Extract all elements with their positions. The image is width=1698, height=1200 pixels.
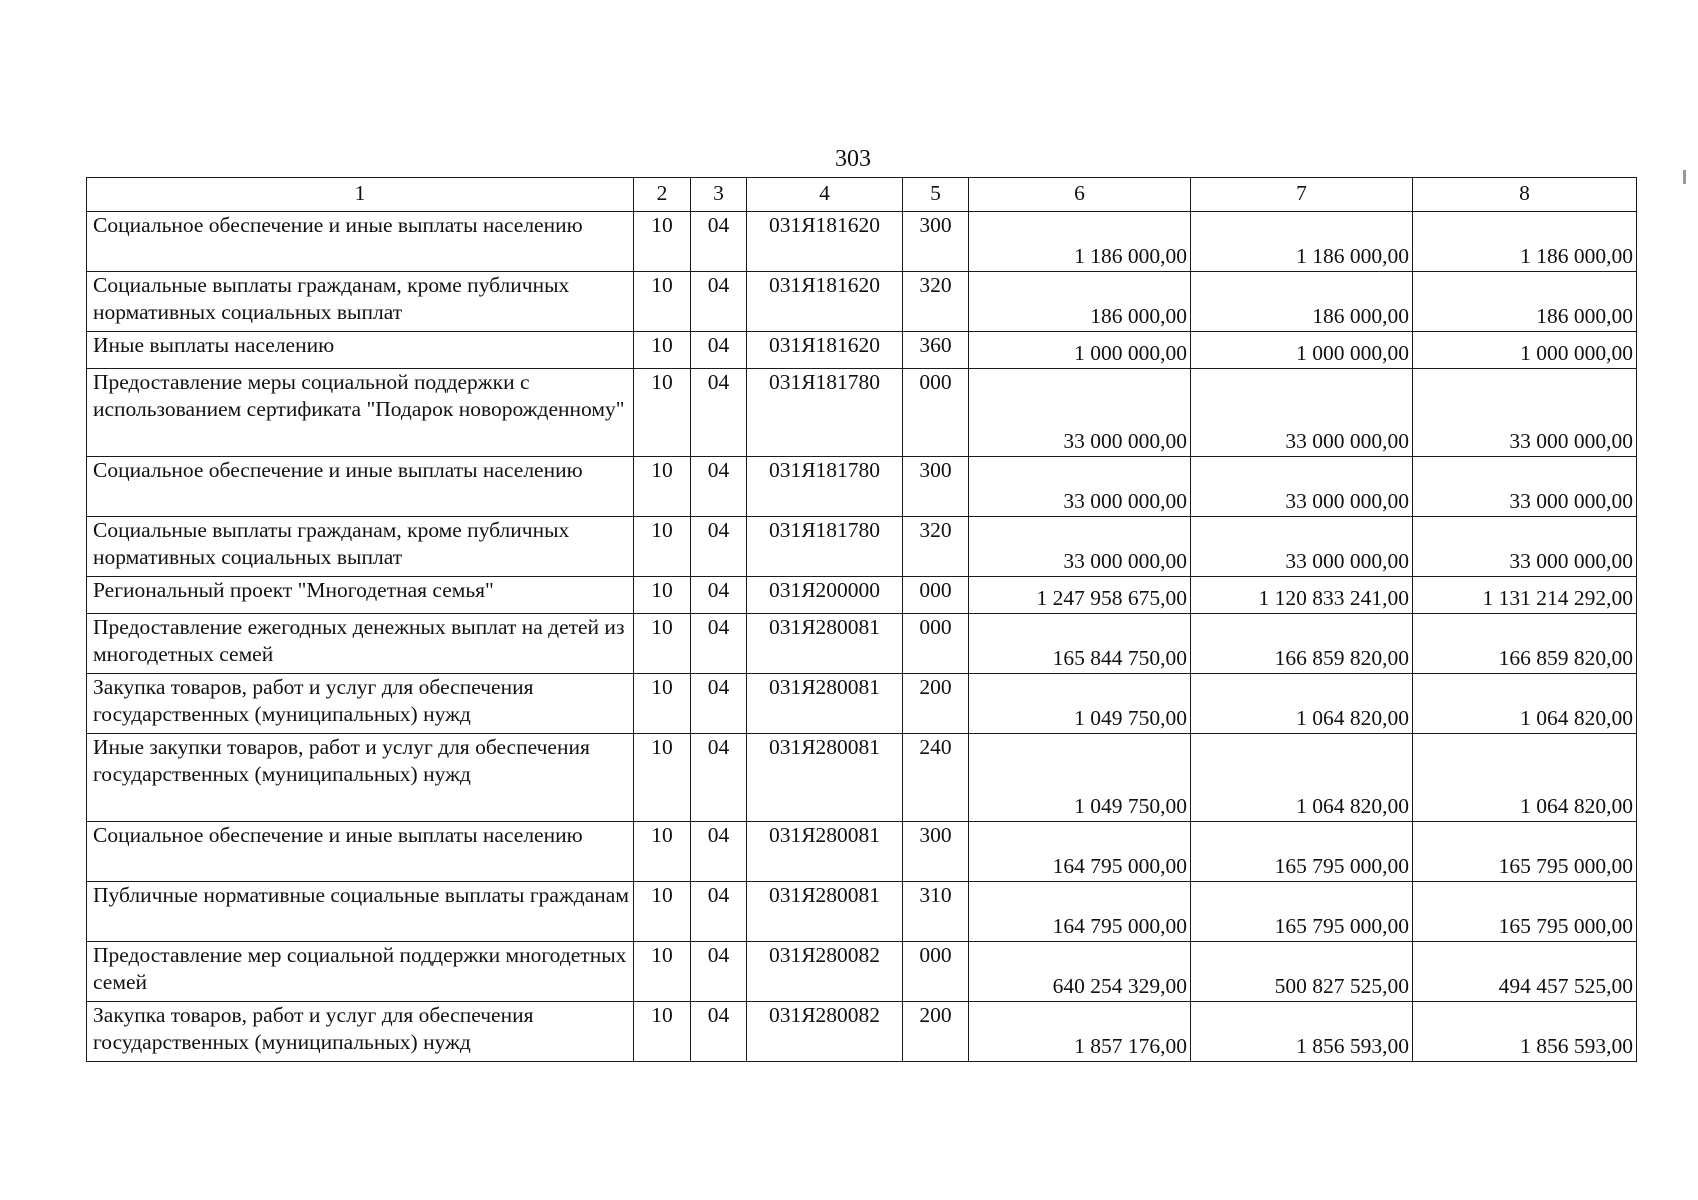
table-row bbox=[87, 576, 1637, 613]
amount-col-6: 1 049 750,00 bbox=[969, 673, 1191, 733]
expense-type-code: 200 bbox=[903, 1001, 969, 1061]
section-code: 10 bbox=[634, 456, 691, 516]
header-cell-6: 6 bbox=[969, 178, 1191, 212]
item-name: Социальное обеспечение и иные выплаты населению bbox=[87, 456, 634, 516]
table-row bbox=[87, 271, 1637, 331]
table-row bbox=[87, 613, 1637, 673]
item-name: Закупка товаров, работ и услуг для обеспечения государственных (муниципальных) нужд bbox=[87, 673, 634, 733]
table-row bbox=[87, 673, 1637, 733]
item-name: Социальное обеспечение и иные выплаты населению bbox=[87, 821, 634, 881]
amount-col-8: 1 000 000,00 bbox=[1413, 331, 1637, 368]
target-article-code: 031Я181780 bbox=[747, 456, 903, 516]
target-article-code: 031Я280082 bbox=[747, 1001, 903, 1061]
amount-col-6: 33 000 000,00 bbox=[969, 516, 1191, 576]
table-row bbox=[87, 821, 1637, 881]
expense-type-code: 200 bbox=[903, 673, 969, 733]
table-row bbox=[87, 331, 1637, 368]
subsection-code: 04 bbox=[691, 516, 747, 576]
amount-col-6: 165 844 750,00 bbox=[969, 613, 1191, 673]
target-article-code: 031Я181780 bbox=[747, 368, 903, 456]
item-name: Социальные выплаты гражданам, кроме публичных нормативных социальных выплат bbox=[87, 516, 634, 576]
subsection-code: 04 bbox=[691, 673, 747, 733]
item-name: Иные выплаты населению bbox=[87, 331, 634, 368]
amount-col-6: 1 857 176,00 bbox=[969, 1001, 1191, 1061]
subsection-code: 04 bbox=[691, 331, 747, 368]
subsection-code: 04 bbox=[691, 368, 747, 456]
header-cell-7: 7 bbox=[1191, 178, 1413, 212]
amount-col-7: 33 000 000,00 bbox=[1191, 456, 1413, 516]
amount-col-7: 1 856 593,00 bbox=[1191, 1001, 1413, 1061]
item-name: Социальные выплаты гражданам, кроме публичных нормативных социальных выплат bbox=[87, 271, 634, 331]
amount-col-6: 640 254 329,00 bbox=[969, 941, 1191, 1001]
expense-type-code: 320 bbox=[903, 516, 969, 576]
expense-type-code: 320 bbox=[903, 271, 969, 331]
subsection-code: 04 bbox=[691, 613, 747, 673]
item-name: Иные закупки товаров, работ и услуг для обеспечения государственных (муниципальных) нужд bbox=[87, 733, 634, 821]
amount-col-7: 1 186 000,00 bbox=[1191, 211, 1413, 271]
budget-table bbox=[86, 177, 1637, 1062]
section-code: 10 bbox=[634, 576, 691, 613]
section-code: 10 bbox=[634, 1001, 691, 1061]
table-row bbox=[87, 941, 1637, 1001]
table-row bbox=[87, 368, 1637, 456]
header-cell-2: 2 bbox=[634, 178, 691, 212]
amount-col-6: 1 000 000,00 bbox=[969, 331, 1191, 368]
header-cell-4: 4 bbox=[747, 178, 903, 212]
table-row bbox=[87, 211, 1637, 271]
section-code: 10 bbox=[634, 271, 691, 331]
amount-col-8: 33 000 000,00 bbox=[1413, 368, 1637, 456]
amount-col-6: 1 186 000,00 bbox=[969, 211, 1191, 271]
amount-col-7: 1 000 000,00 bbox=[1191, 331, 1413, 368]
table-row bbox=[87, 1001, 1637, 1061]
amount-col-6: 1 247 958 675,00 bbox=[969, 576, 1191, 613]
target-article-code: 031Я200000 bbox=[747, 576, 903, 613]
target-article-code: 031Я280081 bbox=[747, 821, 903, 881]
header-cell-1: 1 bbox=[87, 178, 634, 212]
subsection-code: 04 bbox=[691, 271, 747, 331]
section-code: 10 bbox=[634, 331, 691, 368]
header-cell-3: 3 bbox=[691, 178, 747, 212]
section-code: 10 bbox=[634, 516, 691, 576]
expense-type-code: 310 bbox=[903, 881, 969, 941]
scan-mark bbox=[1683, 170, 1686, 184]
amount-col-8: 1 064 820,00 bbox=[1413, 673, 1637, 733]
table-row bbox=[87, 456, 1637, 516]
subsection-code: 04 bbox=[691, 576, 747, 613]
section-code: 10 bbox=[634, 821, 691, 881]
amount-col-7: 1 064 820,00 bbox=[1191, 673, 1413, 733]
amount-col-8: 33 000 000,00 bbox=[1413, 456, 1637, 516]
amount-col-6: 1 049 750,00 bbox=[969, 733, 1191, 821]
subsection-code: 04 bbox=[691, 821, 747, 881]
target-article-code: 031Я181620 bbox=[747, 211, 903, 271]
item-name: Предоставление меры социальной поддержки с использованием сертификата "Подарок новорожденному" bbox=[87, 368, 634, 456]
page-number: 303 bbox=[835, 146, 871, 172]
amount-col-8: 165 795 000,00 bbox=[1413, 821, 1637, 881]
expense-type-code: 300 bbox=[903, 821, 969, 881]
section-code: 10 bbox=[634, 673, 691, 733]
amount-col-6: 33 000 000,00 bbox=[969, 368, 1191, 456]
subsection-code: 04 bbox=[691, 733, 747, 821]
header-row bbox=[87, 178, 1637, 212]
expense-type-code: 000 bbox=[903, 576, 969, 613]
amount-col-7: 186 000,00 bbox=[1191, 271, 1413, 331]
item-name: Предоставление ежегодных денежных выплат на детей из многодетных семей bbox=[87, 613, 634, 673]
amount-col-7: 500 827 525,00 bbox=[1191, 941, 1413, 1001]
section-code: 10 bbox=[634, 211, 691, 271]
amount-col-8: 1 064 820,00 bbox=[1413, 733, 1637, 821]
header-cell-5: 5 bbox=[903, 178, 969, 212]
target-article-code: 031Я280081 bbox=[747, 733, 903, 821]
item-name: Публичные нормативные социальные выплаты гражданам bbox=[87, 881, 634, 941]
target-article-code: 031Я280081 bbox=[747, 881, 903, 941]
subsection-code: 04 bbox=[691, 941, 747, 1001]
amount-col-7: 165 795 000,00 bbox=[1191, 881, 1413, 941]
target-article-code: 031Я181780 bbox=[747, 516, 903, 576]
item-name: Закупка товаров, работ и услуг для обеспечения государственных (муниципальных) нужд bbox=[87, 1001, 634, 1061]
amount-col-7: 1 120 833 241,00 bbox=[1191, 576, 1413, 613]
expense-type-code: 000 bbox=[903, 368, 969, 456]
amount-col-8: 186 000,00 bbox=[1413, 271, 1637, 331]
amount-col-7: 165 795 000,00 bbox=[1191, 821, 1413, 881]
header-cell-8: 8 bbox=[1413, 178, 1637, 212]
amount-col-6: 33 000 000,00 bbox=[969, 456, 1191, 516]
target-article-code: 031Я280081 bbox=[747, 613, 903, 673]
subsection-code: 04 bbox=[691, 456, 747, 516]
expense-type-code: 240 bbox=[903, 733, 969, 821]
amount-col-7: 1 064 820,00 bbox=[1191, 733, 1413, 821]
table-row bbox=[87, 516, 1637, 576]
target-article-code: 031Я280082 bbox=[747, 941, 903, 1001]
amount-col-8: 1 131 214 292,00 bbox=[1413, 576, 1637, 613]
amount-col-8: 1 856 593,00 bbox=[1413, 1001, 1637, 1061]
table-row bbox=[87, 881, 1637, 941]
amount-col-8: 166 859 820,00 bbox=[1413, 613, 1637, 673]
section-code: 10 bbox=[634, 733, 691, 821]
amount-col-8: 1 186 000,00 bbox=[1413, 211, 1637, 271]
target-article-code: 031Я181620 bbox=[747, 271, 903, 331]
section-code: 10 bbox=[634, 613, 691, 673]
amount-col-7: 166 859 820,00 bbox=[1191, 613, 1413, 673]
amount-col-6: 164 795 000,00 bbox=[969, 821, 1191, 881]
target-article-code: 031Я181620 bbox=[747, 331, 903, 368]
subsection-code: 04 bbox=[691, 211, 747, 271]
amount-col-6: 164 795 000,00 bbox=[969, 881, 1191, 941]
section-code: 10 bbox=[634, 368, 691, 456]
table-row bbox=[87, 733, 1637, 821]
target-article-code: 031Я280081 bbox=[747, 673, 903, 733]
amount-col-8: 165 795 000,00 bbox=[1413, 881, 1637, 941]
expense-type-code: 000 bbox=[903, 613, 969, 673]
item-name: Предоставление мер социальной поддержки многодетных семей bbox=[87, 941, 634, 1001]
subsection-code: 04 bbox=[691, 881, 747, 941]
amount-col-7: 33 000 000,00 bbox=[1191, 516, 1413, 576]
section-code: 10 bbox=[634, 941, 691, 1001]
item-name: Социальное обеспечение и иные выплаты населению bbox=[87, 211, 634, 271]
expense-type-code: 300 bbox=[903, 211, 969, 271]
expense-type-code: 000 bbox=[903, 941, 969, 1001]
table-body bbox=[87, 211, 1637, 1061]
amount-col-6: 186 000,00 bbox=[969, 271, 1191, 331]
section-code: 10 bbox=[634, 881, 691, 941]
subsection-code: 04 bbox=[691, 1001, 747, 1061]
expense-type-code: 300 bbox=[903, 456, 969, 516]
amount-col-7: 33 000 000,00 bbox=[1191, 368, 1413, 456]
amount-col-8: 33 000 000,00 bbox=[1413, 516, 1637, 576]
amount-col-8: 494 457 525,00 bbox=[1413, 941, 1637, 1001]
item-name: Региональный проект "Многодетная семья" bbox=[87, 576, 634, 613]
expense-type-code: 360 bbox=[903, 331, 969, 368]
